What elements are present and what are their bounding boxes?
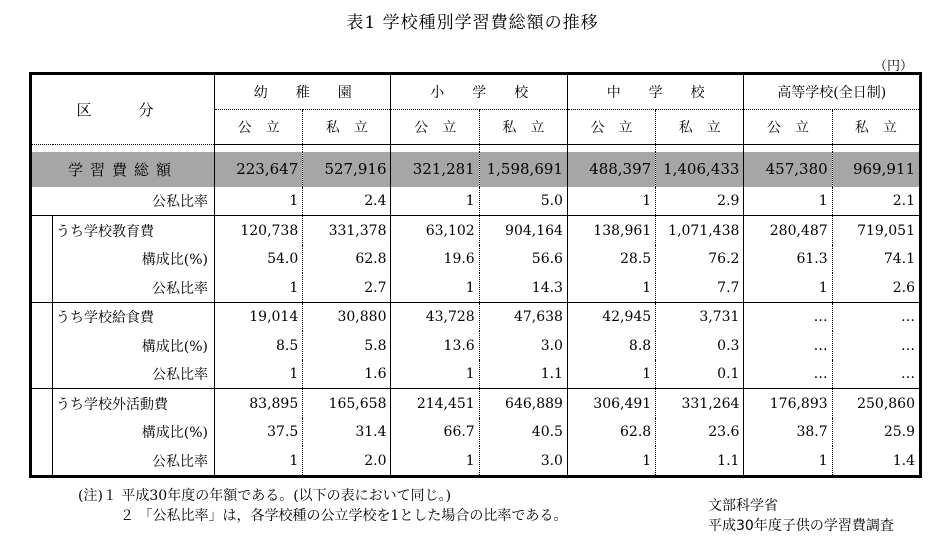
source (708, 496, 894, 536)
value-cell: 31.4 (303, 418, 391, 446)
ratio-label: 公私比率 (31, 360, 215, 389)
public-header: 公 立 (744, 110, 832, 145)
value-cell: 37.5 (215, 418, 303, 446)
value-cell: 1 (567, 446, 655, 476)
value-cell: … (901, 337, 915, 354)
value-cell: 1 (215, 187, 303, 216)
spacer (744, 145, 832, 152)
value-cell: 14.3 (479, 273, 567, 302)
group-header: 中 学 校 (567, 74, 743, 110)
value-cell: 1,071,438 (656, 216, 744, 245)
value-cell: 23.6 (656, 418, 744, 446)
value-cell: 43,728 (391, 302, 479, 331)
value-cell: … (744, 331, 832, 359)
value-cell: 1 (744, 187, 832, 216)
section-row (31, 302, 921, 331)
value-cell: 2.9 (656, 187, 744, 216)
value-cell: 1 (391, 187, 479, 216)
value-cell: 3.0 (479, 446, 567, 476)
value-cell: 1 (215, 446, 303, 476)
value-cell: 74.1 (883, 251, 915, 268)
value-cell: 527,916 (303, 152, 391, 187)
composition-row (31, 245, 921, 273)
value-cell: 0.1 (656, 360, 744, 389)
ratio-row (31, 273, 921, 302)
header-row-groups (31, 74, 921, 110)
total-ratio-row (31, 187, 921, 216)
value-cell: 5.8 (303, 331, 391, 359)
value-cell: 83,895 (215, 389, 303, 418)
value-cell: 1.4 (892, 452, 915, 469)
value-cell: 457,380 (744, 152, 832, 187)
expense-table (29, 72, 922, 478)
private-header: 私 立 (479, 110, 567, 145)
ratio-label: 公私比率 (31, 446, 215, 476)
value-cell: … (832, 302, 920, 331)
spacer (567, 145, 655, 152)
source-survey: 平成30年度子供の学習費調査 (708, 518, 894, 534)
public-header: 公 立 (391, 110, 479, 145)
value-cell: 1,598,691 (479, 152, 567, 187)
value-cell: 54.0 (215, 245, 303, 273)
public-header: 公 立 (567, 110, 655, 145)
value-cell: 1 (744, 273, 832, 302)
composition-label: 構成比(%) (31, 331, 215, 359)
value-cell: 66.7 (391, 418, 479, 446)
value-cell: 28.5 (567, 245, 655, 273)
value-cell: 176,893 (744, 389, 832, 418)
value-cell: 47,638 (479, 302, 567, 331)
section-row (31, 389, 921, 418)
composition-row (31, 418, 921, 446)
composition-row (31, 331, 921, 359)
table-title: 表1 学校種別学習費総額の推移 (346, 13, 599, 33)
group-header: 小 学 校 (391, 74, 567, 110)
private-header: 私 立 (832, 110, 920, 145)
value-cell: 3.0 (479, 331, 567, 359)
value-cell: 2.1 (892, 193, 915, 210)
value-cell: 1 (391, 446, 479, 476)
public-header: 公 立 (215, 110, 303, 145)
ratio-label: 公私比率 (31, 273, 215, 302)
value-cell: 646,889 (479, 389, 567, 418)
value-cell: 2.6 (892, 279, 915, 296)
value-cell: 40.5 (479, 418, 567, 446)
value-cell: 904,164 (479, 216, 567, 245)
value-cell: 138,961 (567, 216, 655, 245)
value-cell: 306,491 (567, 389, 655, 418)
value-cell: 1 (215, 360, 303, 389)
spacer (215, 145, 303, 152)
value-cell: 1 (567, 273, 655, 302)
unit-label: （円） (873, 59, 913, 74)
spacer-row (31, 145, 921, 152)
value-cell: 42,945 (567, 302, 655, 331)
value-cell: 1.6 (303, 360, 391, 389)
spacer (31, 145, 215, 152)
spacer (832, 145, 920, 152)
value-cell: 331,264 (656, 389, 744, 418)
composition-label: 構成比(%) (31, 418, 215, 446)
group-header: 高等学校(全日制) (744, 74, 921, 110)
section-row (31, 216, 921, 245)
value-cell: 19,014 (215, 302, 303, 331)
value-cell: 19.6 (391, 245, 479, 273)
note-2: ２ 「公私比率」は，各学校種の公立学校を1とした場合の比率である。 (120, 508, 568, 524)
value-cell: 8.8 (567, 331, 655, 359)
spacer (391, 145, 479, 152)
value-cell: 5.0 (479, 187, 567, 216)
value-cell: … (901, 366, 915, 383)
value-cell: 62.8 (567, 418, 655, 446)
section-label: うち学校外活動費 (31, 389, 215, 418)
value-cell: 223,647 (215, 152, 303, 187)
group-header: 幼 稚 園 (215, 74, 391, 110)
value-cell: 2.4 (303, 187, 391, 216)
note-1: (注)１ 平成30年度の年額である。(以下の表において同じ。) (78, 488, 452, 504)
value-cell: 969,911 (832, 152, 920, 187)
value-cell: 13.6 (391, 331, 479, 359)
value-cell: 62.8 (303, 245, 391, 273)
value-cell: 1,406,433 (656, 152, 744, 187)
source-org: 文部科学省 (708, 498, 778, 514)
spacer (656, 145, 744, 152)
value-cell: … (744, 302, 832, 331)
value-cell: 76.2 (656, 245, 744, 273)
value-cell: 488,397 (567, 152, 655, 187)
total-label: 学習費総額 (31, 152, 215, 187)
total-row (31, 152, 921, 187)
value-cell: 63,102 (391, 216, 479, 245)
value-cell: 1 (744, 446, 832, 476)
value-cell: 120,738 (215, 216, 303, 245)
value-cell: 1 (567, 187, 655, 216)
notes (78, 486, 567, 526)
value-cell: 2.0 (303, 446, 391, 476)
spacer (303, 145, 391, 152)
value-cell: 25.9 (883, 424, 915, 441)
value-cell: 61.3 (744, 245, 832, 273)
value-cell: 30,880 (303, 302, 391, 331)
private-header: 私 立 (303, 110, 391, 145)
value-cell: 719,051 (832, 216, 920, 245)
value-cell: 56.6 (479, 245, 567, 273)
value-cell: 280,487 (744, 216, 832, 245)
private-header: 私 立 (656, 110, 744, 145)
value-cell: 331,378 (303, 216, 391, 245)
value-cell: 8.5 (215, 331, 303, 359)
ratio-label: 公私比率 (31, 187, 215, 216)
section-label: うち学校教育費 (31, 216, 215, 245)
composition-label: 構成比(%) (31, 245, 215, 273)
value-cell: 7.7 (656, 273, 744, 302)
ratio-row (31, 360, 921, 389)
value-cell: 165,658 (303, 389, 391, 418)
value-cell: 250,860 (832, 389, 920, 418)
value-cell: 1.1 (656, 446, 744, 476)
value-cell: 321,281 (391, 152, 479, 187)
section-label: うち学校給食費 (31, 302, 215, 331)
value-cell: 1 (391, 273, 479, 302)
value-cell: 38.7 (744, 418, 832, 446)
value-cell: 1 (391, 360, 479, 389)
spacer (479, 145, 567, 152)
value-cell: 214,451 (391, 389, 479, 418)
value-cell: 2.7 (303, 273, 391, 302)
kubun-header: 区 分 (31, 74, 215, 145)
value-cell: 1 (215, 273, 303, 302)
value-cell: 3,731 (656, 302, 744, 331)
value-cell: 0.3 (656, 331, 744, 359)
value-cell: 1 (567, 360, 655, 389)
ratio-row (31, 446, 921, 476)
value-cell: 1.1 (479, 360, 567, 389)
value-cell: … (744, 360, 832, 389)
